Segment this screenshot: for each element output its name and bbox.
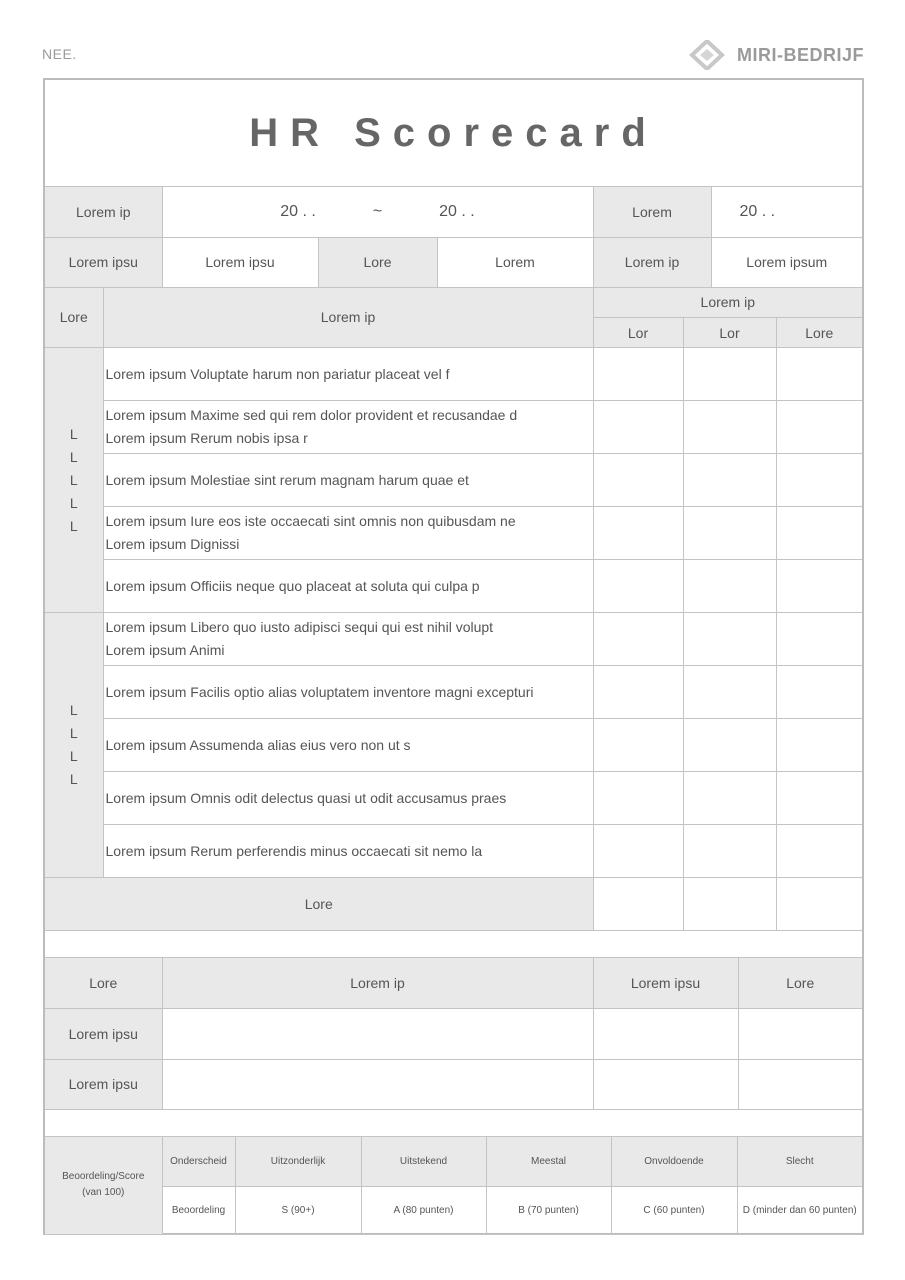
rating-value-cell: S (90+): [235, 1187, 361, 1235]
category-char: L: [69, 748, 78, 764]
score-cell[interactable]: [776, 507, 862, 560]
item-text: [103, 507, 593, 560]
item-line: Lorem ipsum Animi: [105, 642, 225, 658]
score-cell[interactable]: [683, 666, 776, 719]
rating-header-cell: Uitstekend: [361, 1137, 486, 1187]
score-col-header-1: Lor: [593, 318, 683, 348]
score-cell[interactable]: [593, 401, 683, 454]
col-item-header: Lorem ip: [103, 288, 593, 348]
score-cell[interactable]: [776, 719, 862, 772]
rating-header-cell: Onvoldoende: [611, 1137, 737, 1187]
category-label-2: [45, 613, 103, 878]
table-row: [45, 560, 862, 613]
table-row: [45, 825, 862, 878]
rating-value-cell: A (80 punten): [361, 1187, 486, 1235]
score-cell[interactable]: [593, 772, 683, 825]
period-label: Lorem ip: [45, 187, 162, 237]
rating-label-line: Beoordeling/Score: [62, 1171, 145, 1183]
score-cell[interactable]: [593, 825, 683, 878]
item-text: [103, 772, 593, 825]
table-row: [45, 1008, 862, 1059]
summary-cell[interactable]: [593, 1008, 738, 1059]
company-name: MIRI-BEDRIJF: [737, 44, 864, 65]
score-cell[interactable]: [593, 613, 683, 666]
rating-label-line: (van 100): [82, 1187, 125, 1199]
category-char: L: [69, 471, 78, 488]
score-cell[interactable]: [683, 348, 776, 401]
score-cell[interactable]: [776, 772, 862, 825]
item-text: [103, 560, 593, 613]
score-cell[interactable]: [683, 772, 776, 825]
info-row2-value-1[interactable]: Lorem ipsu: [162, 237, 318, 287]
spacer-row: [45, 1109, 862, 1136]
total-score-cell[interactable]: [593, 878, 683, 931]
table-row: [45, 613, 862, 666]
score-cell[interactable]: [776, 560, 862, 613]
scorecard-frame: [43, 78, 864, 1235]
rating-label: [45, 1137, 162, 1235]
info-row2-label-1: Lorem ipsu: [45, 237, 162, 287]
score-col-header-3: Lore: [776, 318, 862, 348]
item-line: Lorem ipsum Iure eos iste occaecati sint omnis non quibusdam ne: [105, 513, 516, 529]
table-row: [45, 454, 862, 507]
item-text: [103, 825, 593, 878]
spacer-row: [45, 931, 862, 958]
category-char: L: [69, 494, 78, 511]
score-cell[interactable]: [776, 825, 862, 878]
item-text: [103, 613, 593, 666]
score-cell[interactable]: [776, 454, 862, 507]
score-cell[interactable]: [593, 454, 683, 507]
date-value-text: 20 . .: [739, 202, 776, 220]
score-cell[interactable]: [593, 719, 683, 772]
rating-value-cell: C (60 punten): [611, 1187, 737, 1235]
total-row: [45, 878, 862, 931]
summary-cell[interactable]: [738, 1059, 862, 1109]
document-number: NEE.: [42, 46, 77, 62]
summary-row-label: Lorem ipsu: [45, 1008, 162, 1059]
score-cell[interactable]: [683, 560, 776, 613]
score-cell[interactable]: [593, 666, 683, 719]
summary-cell[interactable]: [593, 1059, 738, 1109]
summary-header-2: Lorem ip: [162, 958, 593, 1008]
summary-table: [45, 958, 862, 1137]
period-value[interactable]: [162, 187, 593, 237]
col-category-header: Lore: [45, 288, 103, 348]
table-row: [45, 401, 862, 454]
item-line: Lorem ipsum Libero quo iusto adipisci sequi qui est nihil volupt: [105, 619, 494, 635]
total-score-cell[interactable]: [683, 878, 776, 931]
brand: [689, 40, 864, 70]
rating-header-cell: Meestal: [486, 1137, 611, 1187]
score-cell[interactable]: [683, 401, 776, 454]
rating-header-cell: Uitzonderlijk: [235, 1137, 361, 1187]
category-char: L: [69, 725, 78, 741]
total-score-cell[interactable]: [776, 878, 862, 931]
category-char: L: [69, 448, 78, 465]
category-label-1: [45, 348, 103, 613]
page-title: HR Scorecard: [45, 80, 862, 187]
table-row: [45, 1059, 862, 1109]
item-text: [103, 666, 593, 719]
period-from: 20 . .: [280, 202, 316, 220]
item-text: [103, 719, 593, 772]
table-row: [45, 666, 862, 719]
score-cell[interactable]: [593, 348, 683, 401]
total-label: Lore: [45, 878, 593, 931]
period-to: 20 . .: [439, 202, 475, 220]
category-char: L: [69, 702, 78, 718]
info-table: [45, 187, 862, 288]
item-text: [103, 348, 593, 401]
col-score-group-header: Lorem ip: [593, 288, 862, 318]
item-line: Lorem ipsum Officiis neque quo placeat at soluta qui culpa p: [105, 577, 480, 594]
summary-row-label: Lorem ipsu: [45, 1059, 162, 1109]
item-line: Lorem ipsum Rerum perferendis minus occaecati sit nemo la: [105, 842, 483, 859]
score-cell[interactable]: [683, 454, 776, 507]
score-col-header-2: Lor: [683, 318, 776, 348]
date-label: Lorem: [593, 187, 711, 237]
item-text: [103, 401, 593, 454]
info-row2-label-2: Lore: [318, 237, 437, 287]
item-line: Lorem ipsum Voluptate harum non pariatur placeat vel f: [105, 365, 450, 382]
score-cell[interactable]: [776, 348, 862, 401]
period-separator: ~: [372, 202, 383, 220]
score-cell[interactable]: [683, 507, 776, 560]
rating-value-cell: D (minder dan 60 punten): [737, 1187, 862, 1235]
summary-header-4: Lore: [738, 958, 862, 1008]
table-row: [45, 507, 862, 560]
item-line: Lorem ipsum Rerum nobis ipsa r: [105, 430, 308, 446]
rating-scale-table: [45, 1137, 862, 1236]
score-cell[interactable]: [683, 825, 776, 878]
item-line: Lorem ipsum Omnis odit delectus quasi ut odit accusamus praes: [105, 789, 507, 806]
info-row2-value-3[interactable]: Lorem ipsum: [711, 237, 862, 287]
table-row: [45, 719, 862, 772]
rating-header-cell: Slecht: [737, 1137, 862, 1187]
item-line: Lorem ipsum Dignissi: [105, 536, 240, 552]
score-cell[interactable]: [683, 613, 776, 666]
category-char: L: [69, 425, 78, 442]
evaluation-table: [45, 288, 862, 959]
rating-value-cell: Beoordeling: [162, 1187, 235, 1235]
item-line: Lorem ipsum Maxime sed qui rem dolor provident et recusandae d: [105, 407, 518, 423]
item-line: Lorem ipsum Molestiae sint rerum magnam harum quae et: [105, 471, 469, 488]
rating-value-cell: B (70 punten): [486, 1187, 611, 1235]
diamond-logo-icon: [689, 40, 725, 70]
category-char: L: [69, 771, 78, 787]
category-char: L: [69, 517, 78, 534]
rating-header-cell: Onderscheid: [162, 1137, 235, 1187]
info-row2-value-2[interactable]: Lorem: [437, 237, 593, 287]
summary-header-3: Lorem ipsu: [593, 958, 738, 1008]
item-text: [103, 454, 593, 507]
score-cell[interactable]: [683, 719, 776, 772]
summary-cell[interactable]: [162, 1008, 593, 1059]
score-cell[interactable]: [776, 401, 862, 454]
summary-header-1: Lore: [45, 958, 162, 1008]
summary-cell[interactable]: [162, 1059, 593, 1109]
table-row: [45, 772, 862, 825]
info-row2-label-3: Lorem ip: [593, 237, 711, 287]
score-cell[interactable]: [776, 613, 862, 666]
summary-cell[interactable]: [738, 1008, 862, 1059]
table-row: [45, 348, 862, 401]
score-cell[interactable]: [593, 560, 683, 613]
item-line: Lorem ipsum Facilis optio alias voluptatem inventore magni excepturi: [105, 683, 534, 700]
score-cell[interactable]: [776, 666, 862, 719]
score-cell[interactable]: [593, 507, 683, 560]
date-value[interactable]: [711, 187, 862, 237]
item-line: Lorem ipsum Assumenda alias eius vero non ut s: [105, 736, 411, 753]
